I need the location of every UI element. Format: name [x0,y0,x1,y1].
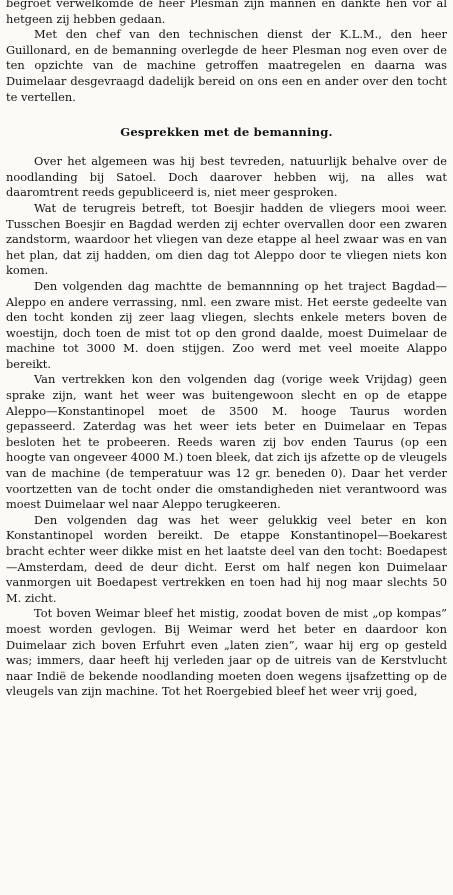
section-heading: Gesprekken met de bemanning. [120,125,333,140]
paragraph: Over het algemeen was hij best tevreden, natuurlijk behalve over de noodlanding bij Satoel. Doch daarover hebben wij, na alles wat daaromtrent reeds gepubliceerd is, niet meer gesproken. [6,154,447,200]
paragraph: Met den chef van den technischen dienst der K.L.M., den heer Guillonard, en de bemanning overlegde de heer Plesman nog even over de ten opzichte van de machine getroffen maatregelen en daarna was Duimelaar desgevraagd dadelijk bereid on ons een en ander over den tocht te vertellen. [6,27,447,104]
paragraph: Wat de terugreis betreft, tot Boesjir hadden de vliegers mooi weer. Tusschen Boesjir en Bagdad werden zij echter overvallen door een zwaren zandstorm, waardoor het vliegen van deze etappe al heel zwaar was en van het plan, dat zij hadden, om dien dag tot Aleppo door te vliegen niets kon komen. [6,200,447,278]
paragraph: Tot boven Weimar bleef het mistig, zoodat boven de mist „op kompas” moest worden gevlogen. Bij Weimar werd het beter en daardoor kon Duimelaar zich boven Erfuhrt even „laten zien”, waar hij erg op gesteld was; immers, daar heeft hij verleden jaar op de uitreis van de Kerstvlucht naar Indië de bekende noodlanding moeten doen wegens ijsafzetting op de vleugels van zijn machine. Tot het Roergebied bleef het weer vrij goed, [6,606,447,699]
article-body [6,0,447,700]
paragraph: Den volgenden dag machtte de bemannning op het traject Bagdad—Aleppo en andere verrassing, nml. een zware mist. Het eerste gedeelte van den tocht konden zij zeer laag vliegen, slechts enkele meters boven de woestijn, doch toen de mist tot op den grond daalde, moest Duimelaar de machine tot 3000 M. doen stijgen. Zoo werd met veel moeite Alappo bereikt. [6,278,447,371]
paragraph: Den volgenden dag was het weer gelukkig veel beter en kon Konstantinopel worden bereikt. De etappe Konstantinopel—Boekarest bracht echter weer dikke mist en het laatste deel van den tocht: Boedapest—Amsterdam, deed de deur dicht. Eerst om half negen kon Duimelaar vanmorgen uit Boedapest vertrekken en toen had hij nog maar slechts 50 M. zicht. [6,512,447,605]
paragraph: Van vertrekken kon den volgenden dag (vorige week Vrijdag) geen sprake zijn, want het weer was buitengewoon slecht en op de etappe Aleppo—Konstantinopel moet de 3500 M. hooge Taurus worden gepasseerd. Zaterdag was het weer iets beter en Duimelaar en Tepas besloten het te probeeren. Reeds waren zij bov enden Taurus (op een hoogte van ongeveer 4000 M.) toen bleek, dat zich ijs afzette op de vleugels van de machine (de temperatuur was 12 gr. beneden 0). Daar het verder voortzetten van de tocht onder die omstandigheden niet verantwoord was moest Duimelaar wel naar Aleppo terugkeeren. [6,372,447,512]
paragraph: begroet verwelkomde de heer Plesman zijn mannen en dankte hen vor al hetgeen zij hebben gedaan. [6,0,447,26]
